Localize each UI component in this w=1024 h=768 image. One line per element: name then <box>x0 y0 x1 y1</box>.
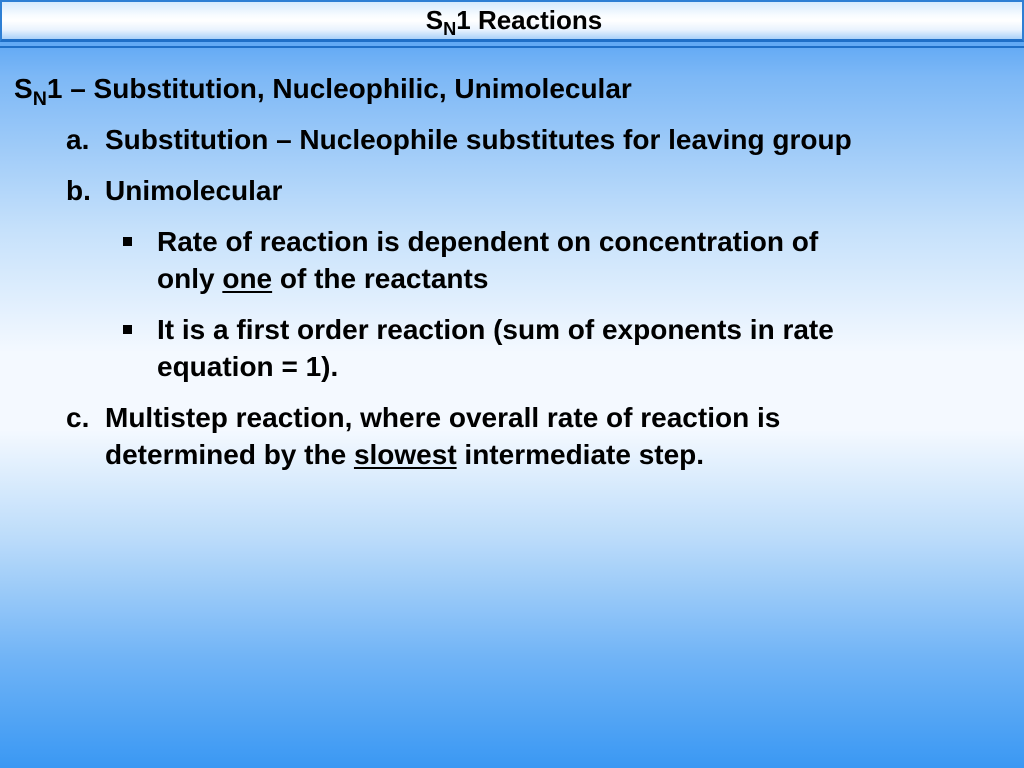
item-b-marker: b. <box>66 175 91 206</box>
item-c-underlined-word: slowest <box>353 439 457 470</box>
heading-prefix: S <box>14 73 33 104</box>
bullet-1-text-after: of the reactants <box>272 263 489 294</box>
heading-suffix: 1 – Substitution, Nucleophilic, Unimolecular <box>46 73 632 104</box>
item-b-text: Unimolecular <box>105 175 283 206</box>
item-c-line-1: Multistep reaction, where overall rate of reaction is <box>105 402 781 433</box>
item-a-text: Substitution – Nucleophile substitutes for leaving group <box>105 124 852 155</box>
item-c-marker: c. <box>66 402 90 433</box>
bullet-1-square-icon <box>123 237 132 246</box>
slide-heading <box>14 70 632 111</box>
slide-title-prefix: S <box>425 5 444 35</box>
bullet-2-line-2: equation = 1). <box>157 351 339 382</box>
bullet-2-square-icon <box>123 325 132 334</box>
item-a-marker: a. <box>66 124 90 155</box>
heading-subscript: N <box>32 87 47 110</box>
slide-title-suffix: 1 Reactions <box>456 5 603 35</box>
bullet-2-line-1: It is a first order reaction (sum of exponents in rate <box>157 314 834 345</box>
bullet-1-text-before: only <box>157 263 223 294</box>
bullet-1-underlined-word: one <box>222 263 273 294</box>
bullet-1-line-1: Rate of reaction is dependent on concentration of <box>157 226 819 257</box>
item-c-text-before: determined by the <box>105 439 354 470</box>
bullet-1-line-2 <box>157 260 488 297</box>
item-c-line-2 <box>105 436 704 473</box>
item-c-text-after: intermediate step. <box>456 439 705 470</box>
slide-title-subscript: N <box>443 19 457 40</box>
